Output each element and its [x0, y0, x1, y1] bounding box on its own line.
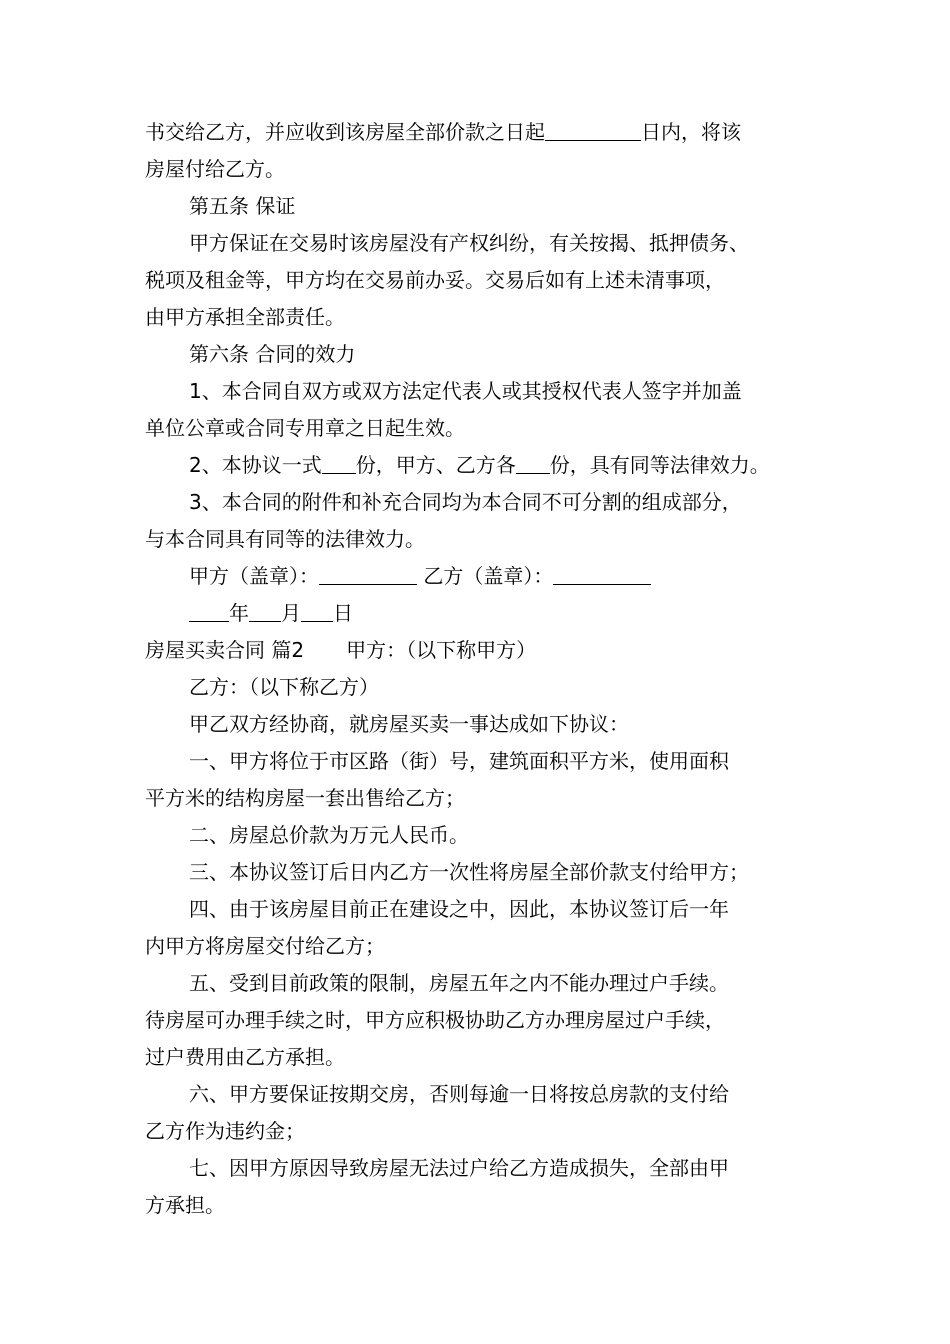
- signature-line: [145, 558, 810, 595]
- paragraph-line: [145, 447, 810, 484]
- paragraph-line: [145, 299, 810, 336]
- text-span: 二、房屋总价款为万元人民币。: [189, 823, 469, 847]
- document-body: [145, 114, 810, 1224]
- fill-blank: [249, 601, 281, 622]
- text-span: 乙方：（以下称乙方）: [189, 675, 379, 699]
- paragraph-line: [145, 891, 810, 928]
- section-heading: [145, 336, 810, 373]
- text-span: 由甲方承担全部责任。: [145, 305, 345, 329]
- fill-blank: [516, 453, 550, 474]
- paragraph-line: [145, 1076, 810, 1113]
- text-span: 份，甲方、乙方各: [355, 453, 516, 477]
- paragraph-line: [145, 1002, 810, 1039]
- text-span: 三、本协议签订后日内乙方一次性将房屋全部价款支付给甲方；: [189, 860, 749, 884]
- text-span: 日: [333, 601, 353, 625]
- text-span: 甲方保证在交易时该房屋没有产权纠纷，有关按揭、抵押债务、: [189, 231, 749, 255]
- paragraph-line: [145, 151, 810, 188]
- text-span: 份，具有同等法律效力。: [549, 453, 770, 477]
- text-span: 税项及租金等，甲方均在交易前办妥。交易后如有上述未清事项，: [145, 268, 725, 292]
- text-span: 甲乙双方经协商，就房屋买卖一事达成如下协议：: [189, 712, 629, 736]
- text-span: 平方米的结构房屋一套出售给乙方；: [145, 786, 465, 810]
- text-span: 单位公章或合同专用章之日起生效。: [145, 416, 465, 440]
- text-span: 五、受到目前政策的限制，房屋五年之内不能办理过户手续。: [189, 971, 729, 995]
- text-span: 甲方（盖章）：: [189, 564, 319, 588]
- fill-blank: [322, 453, 356, 474]
- date-line: [145, 595, 810, 632]
- text-span: 第六条 合同的效力: [189, 342, 356, 366]
- paragraph-line: [145, 1150, 810, 1187]
- paragraph-line: [145, 521, 810, 558]
- text-span: 乙方（盖章）：: [423, 564, 554, 588]
- paragraph-line: [145, 225, 810, 262]
- paragraph-line: [145, 854, 810, 891]
- text-span: 日内，将该: [641, 120, 741, 144]
- text-span: 书交给乙方，并应收到该房屋全部价款之日起: [145, 120, 545, 144]
- paragraph-line: [145, 262, 810, 299]
- paragraph-line: [145, 410, 810, 447]
- paragraph-line: [145, 1113, 810, 1150]
- text-span: 年: [229, 601, 249, 625]
- contract-title-line: [145, 632, 810, 669]
- text-span: 与本合同具有同等的法律效力。: [145, 527, 425, 551]
- fill-blank: [189, 601, 229, 622]
- text-span: 3、本合同的附件和补充合同均为本合同不可分割的组成部分，: [189, 490, 742, 514]
- text-span: 1、本合同自双方或双方法定代表人或其授权代表人签字并加盖: [189, 379, 742, 403]
- paragraph-line: [145, 484, 810, 521]
- text-span: 内甲方将房屋交付给乙方；: [145, 934, 385, 958]
- section-heading: [145, 188, 810, 225]
- fill-blank: [545, 120, 641, 141]
- fill-blank: [319, 564, 417, 585]
- text-span: 待房屋可办理手续之时，甲方应积极协助乙方办理房屋过户手续，: [145, 1008, 725, 1032]
- paragraph-line: [145, 669, 810, 706]
- text-span: 七、因甲方原因导致房屋无法过户给乙方造成损失，全部由甲: [189, 1156, 729, 1180]
- paragraph-line: [145, 928, 810, 965]
- text-span: 六、甲方要保证按期交房，否则每逾一日将按总房款的支付给: [189, 1082, 729, 1106]
- text-span: 第五条 保证: [189, 194, 296, 218]
- text-span: 房屋买卖合同 篇2: [145, 638, 305, 662]
- text-span: 月: [281, 601, 301, 625]
- paragraph-line: [145, 817, 810, 854]
- text-span: 方承担。: [145, 1193, 225, 1217]
- paragraph-line: [145, 743, 810, 780]
- fill-blank: [301, 601, 333, 622]
- text-span: 过户费用由乙方承担。: [145, 1045, 345, 1069]
- paragraph-line: [145, 1187, 810, 1224]
- paragraph-line: [145, 780, 810, 817]
- text-span: 乙方作为违约金；: [145, 1119, 305, 1143]
- text-span: 2、本协议一式: [189, 453, 322, 477]
- paragraph-line: [145, 373, 810, 410]
- paragraph-line: [145, 706, 810, 743]
- text-span: 甲方：（以下称甲方）: [346, 638, 537, 662]
- text-span: 房屋付给乙方。: [145, 157, 285, 181]
- text-span: 一、甲方将位于市区路（街）号，建筑面积平方米，使用面积: [189, 749, 729, 773]
- text-span: 四、由于该房屋目前正在建设之中，因此，本协议签订后一年: [189, 897, 729, 921]
- paragraph-line: [145, 114, 810, 151]
- paragraph-line: [145, 965, 810, 1002]
- fill-blank: [553, 564, 651, 585]
- paragraph-line: [145, 1039, 810, 1076]
